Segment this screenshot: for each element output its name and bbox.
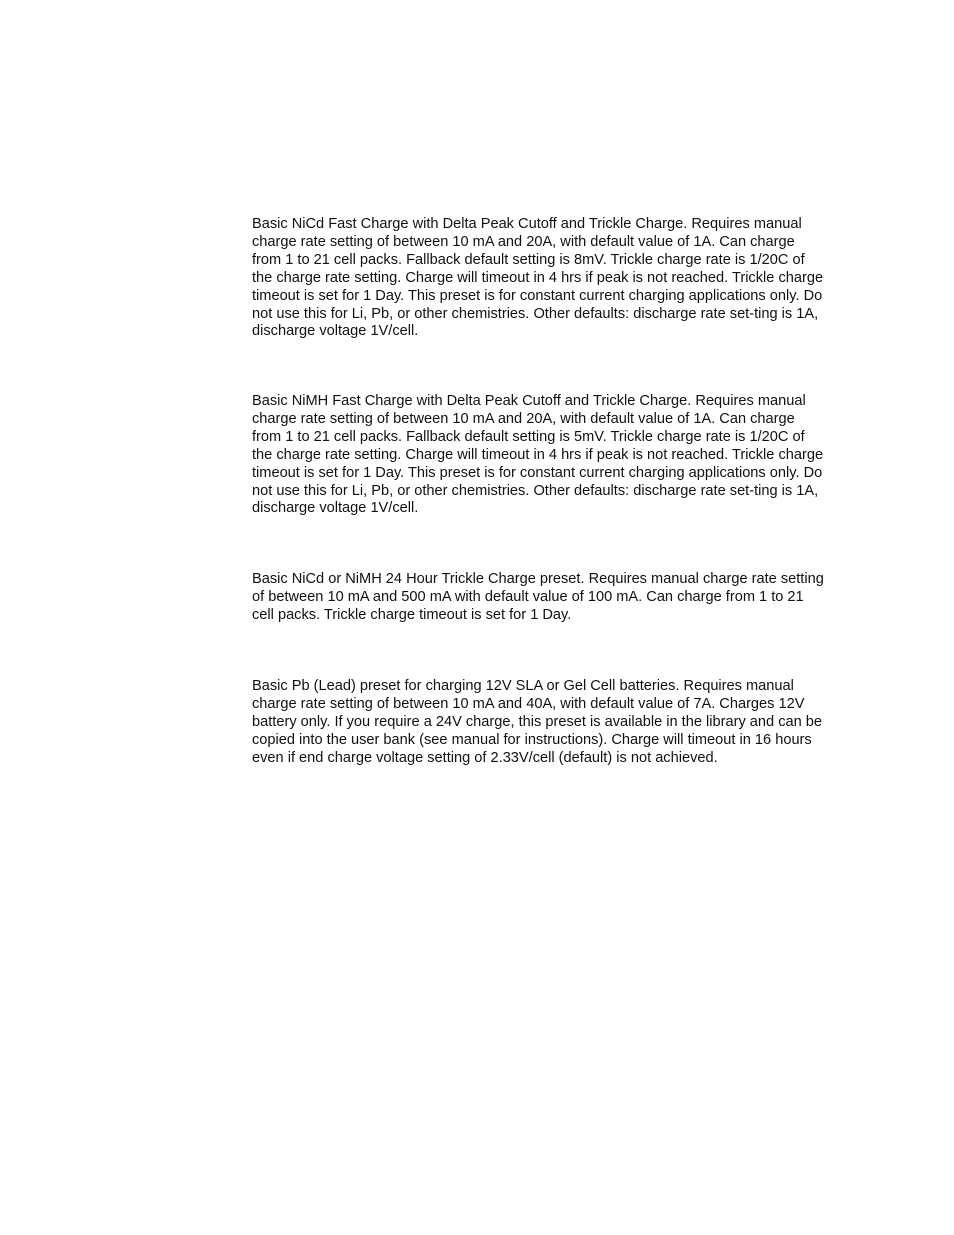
nicd-fast-charge-description	[252, 216, 872, 341]
text-line: discharge voltage 1V/cell.	[252, 500, 419, 517]
text-line: copied into the user bank (see manual for instructions). Charge will timeout in 16 hours	[252, 731, 812, 748]
text-line: of between 10 mA and 500 mA with default value of 100 mA. Can charge from 1 to 21	[252, 588, 804, 605]
text-line: timeout is set for 1 Day. This preset is for constant current charging applications only. Do	[252, 287, 823, 304]
text-line: Basic NiMH Fast Charge with Delta Peak Cutoff and Trickle Charge. Requires manual	[252, 393, 806, 409]
text-line: Basic NiCd Fast Charge with Delta Peak Cutoff and Trickle Charge. Requires manual	[252, 216, 802, 232]
text-line: not use this for Li, Pb, or other chemistries. Other defaults: discharge rate set-ting is 1A,	[252, 482, 819, 499]
text-line: the charge rate setting. Charge will timeout in 4 hrs if peak is not reached. Trickle charge	[252, 269, 824, 286]
text-line: the charge rate setting. Charge will timeout in 4 hrs if peak is not reached. Trickle charge	[252, 446, 824, 463]
text-line: from 1 to 21 cell packs. Fallback default setting is 5mV. Trickle charge rate is 1/20C of	[252, 428, 805, 445]
trickle-charge-description	[252, 571, 872, 625]
nimh-fast-charge-description	[252, 393, 872, 518]
text-line: charge rate setting of between 10 mA and 20A, with default value of 1A. Can charge	[252, 233, 795, 250]
text-line: not use this for Li, Pb, or other chemistries. Other defaults: discharge rate set-ting is 1A,	[252, 305, 819, 322]
text-line: even if end charge voltage setting of 2.33V/cell (default) is not achieved.	[252, 749, 718, 766]
text-line: Basic NiCd or NiMH 24 Hour Trickle Charge preset. Requires manual charge rate setting	[252, 571, 824, 587]
text-line: charge rate setting of between 10 mA and 20A, with default value of 1A. Can charge	[252, 410, 795, 427]
text-line: from 1 to 21 cell packs. Fallback default setting is 8mV. Trickle charge rate is 1/20C of	[252, 251, 805, 268]
text-line: cell packs. Trickle charge timeout is set for 1 Day.	[252, 606, 572, 623]
text-line: charge rate setting of between 10 mA and 40A, with default value of 7A. Charges 12V	[252, 695, 805, 712]
text-line: battery only. If you require a 24V charge, this preset is available in the library and can be	[252, 713, 823, 730]
text-line: discharge voltage 1V/cell.	[252, 323, 419, 340]
text-line: timeout is set for 1 Day. This preset is for constant current charging applications only. Do	[252, 464, 823, 481]
text-line: Basic Pb (Lead) preset for charging 12V SLA or Gel Cell batteries. Requires manual	[252, 678, 794, 694]
lead-acid-preset-description	[252, 678, 872, 768]
